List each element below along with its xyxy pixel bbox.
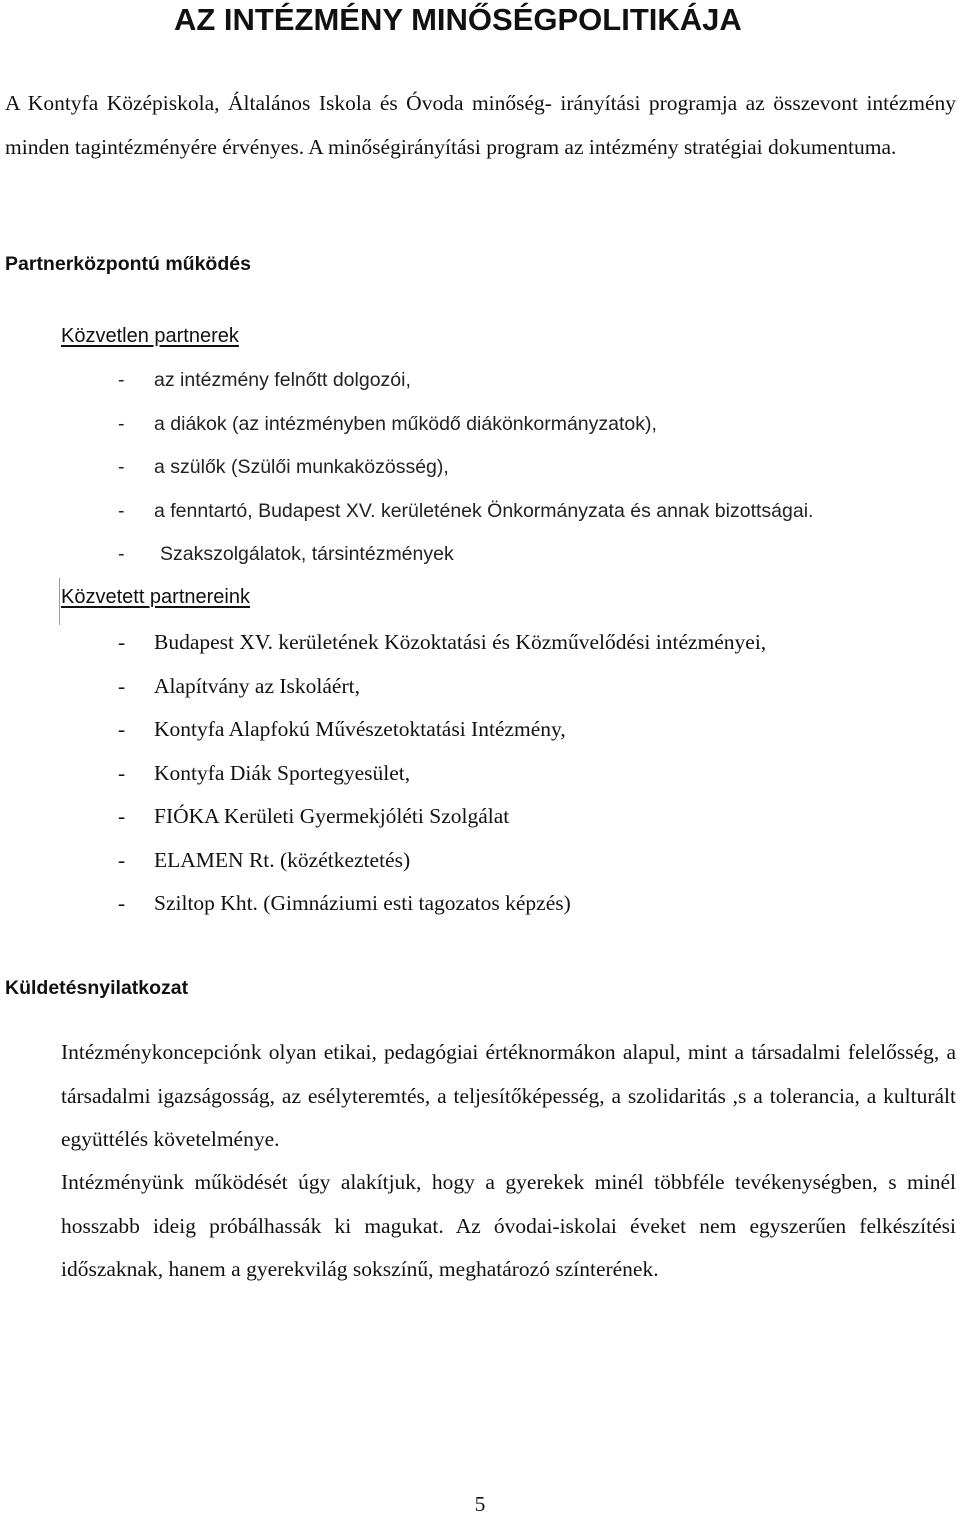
page-number: 5 [474,1492,486,1516]
page-title: AZ INTÉZMÉNY MINŐSÉGPOLITIKÁJA [174,2,742,37]
list-item-text: a diákok (az intézményben működő diákönkormányzatok), [154,412,657,435]
list-item-text: Sziltop Kht. (Gimnáziumi esti tagozatos képzés) [154,891,571,915]
direct-partners-heading: Közvetlen partnerek [61,325,239,347]
indirect-partners-heading: Közvetett partnereink [61,586,250,608]
list-dash: - [118,804,126,828]
intro-paragraph: A Kontyfa Középiskola, Általános Iskola és Óvoda minőség- irányítási programja az összevont intézmény minden tagintézményére érvényes. A minőségirányítási program az intézmény stratégiai dokumentuma. [5,91,956,159]
list-item-text: Szakszolgálatok, társintézmények [160,543,454,565]
list-dash: - [118,673,126,698]
list-dash: - [118,412,125,435]
list-dash: - [118,630,126,654]
list-item-text: Kontyfa Alapfokú Művészetoktatási Intézmény, [154,717,566,741]
list-dash: - [118,499,125,522]
list-dash: - [118,369,125,391]
list-item-text: ELAMEN Rt. (közétkeztetés) [154,847,411,872]
list-item-text: FIÓKA Kerületi Gyermekjóléti Szolgálat [154,804,510,828]
list-dash: - [118,891,126,915]
list-item-text: Alapítvány az Iskoláért, [154,673,360,698]
list-item-text: az intézmény felnőtt dolgozói, [154,369,411,391]
list-item-text: Kontyfa Diák Sportegyesület, [154,760,411,785]
list-dash: - [118,847,126,872]
partner-section-heading: Partnerközpontú működés [5,253,251,275]
mission-paragraph-2: Intézményünk működését úgy alakítjuk, hogy a gyerekek minél többféle tevékenységben, s minél hosszabb ideig próbálhassák ki magukat. Az óvodai-iskolai éveket nem egyszerűen felkészítési időszaknak, hanem a gyerekvilág sokszínű, meghatározó színterének. [61,1170,956,1281]
list-item-text: a fenntartó, Budapest XV. kerületének Önkormányzata és annak bizottságai. [154,499,814,522]
list-dash: - [118,456,125,478]
list-dash: - [118,760,126,785]
list-item-text: Budapest XV. kerületének Közoktatási és Közművelődési intézményei, [154,630,767,654]
mission-section-heading: Küldetésnyilatkozat [5,977,189,999]
list-dash: - [118,543,125,565]
mission-paragraph-1: Intézménykoncepciónk olyan etikai, pedagógiai értéknormákon alapul, mint a társadalmi felelősség, a társadalmi igazságosság, az esélyteremtés, a teljesítőképesség, a szolidaritás ,s a tolerancia, a kulturált együttélés követelménye. [61,1040,956,1151]
list-item-text: a szülők (Szülői munkaközösség), [154,456,449,478]
margin-marker [59,578,60,625]
list-dash: - [118,717,126,741]
